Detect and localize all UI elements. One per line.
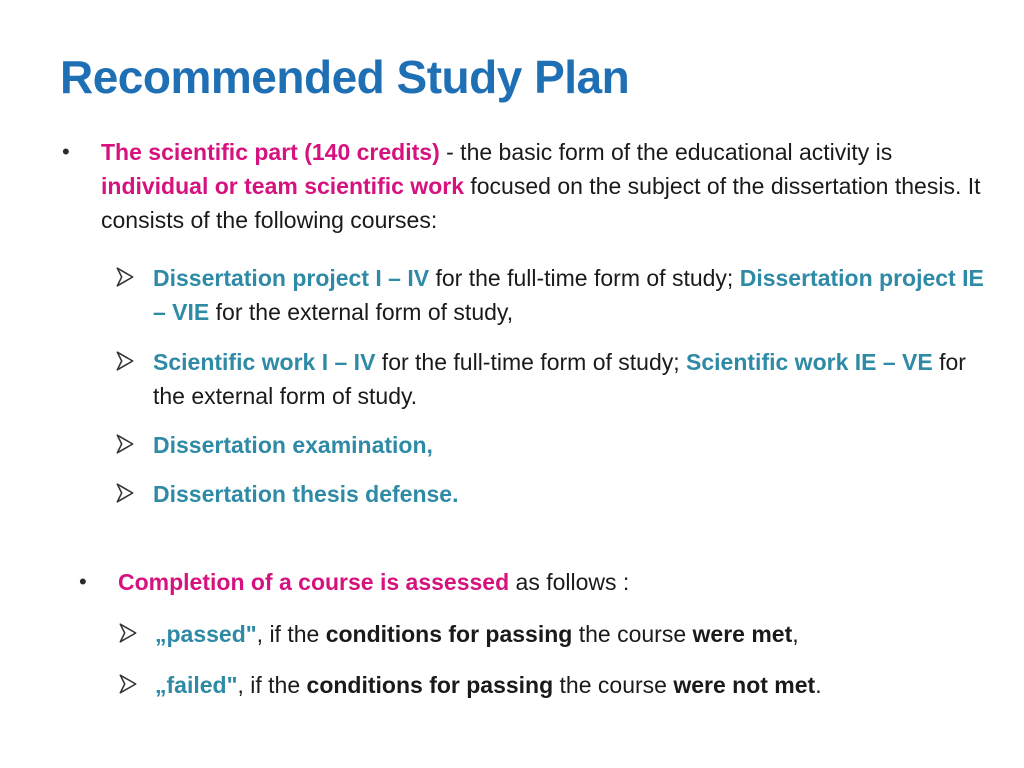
item-text: , if the: [256, 621, 326, 647]
highlight-passed: „passed": [155, 621, 257, 647]
arrow-bullet-icon: [114, 482, 136, 504]
bullet-dot-icon: •: [62, 139, 70, 164]
bold-text: were not met: [673, 672, 816, 698]
item-text: for the full-time form of study;: [429, 265, 740, 291]
bullet-text: as follows :: [509, 569, 630, 595]
highlight: Dissertation project I – IV: [153, 265, 430, 291]
list-item-failed: [155, 668, 995, 702]
highlight-failed: „failed": [155, 672, 238, 698]
bullet-text: - the basic form of the educational activity is: [439, 139, 893, 165]
bold-text: conditions for passing: [306, 672, 554, 698]
highlight-completion: Completion of a course is assessed: [118, 569, 510, 595]
bullet-scientific-part: [101, 135, 991, 237]
bullet-dot-icon: •: [79, 569, 87, 594]
highlight: Dissertation examination,: [153, 432, 433, 458]
item-text: .: [815, 672, 822, 698]
item-text: ,: [792, 621, 799, 647]
item-text: the course: [572, 621, 693, 647]
bullet-completion-assessment: [118, 565, 988, 599]
page-title: Recommended Study Plan: [60, 51, 630, 103]
arrow-bullet-icon: [114, 266, 136, 288]
item-text: the course: [553, 672, 674, 698]
highlight: Scientific work IE – VE: [686, 349, 933, 375]
highlight: Dissertation project IE – VIE: [153, 265, 984, 325]
list-item-thesis-defense: [153, 477, 993, 511]
highlight-scientific-work: individual or team scientific work: [101, 173, 464, 199]
bold-text: conditions for passing: [325, 621, 573, 647]
highlight-scientific-part: The scientific part (140 credits): [101, 139, 440, 165]
item-text: for the external form of study.: [153, 349, 966, 409]
list-item-dissertation-project: [153, 261, 993, 329]
list-item-dissertation-examination: [153, 428, 993, 462]
highlight: Scientific work I – IV: [153, 349, 376, 375]
arrow-bullet-icon: [117, 673, 139, 695]
list-item-scientific-work: [153, 345, 993, 413]
arrow-bullet-icon: [114, 433, 136, 455]
highlight: Dissertation thesis defense.: [153, 481, 459, 507]
item-text: for the full-time form of study;: [375, 349, 687, 375]
item-text: for the external form of study,: [209, 299, 514, 325]
arrow-bullet-icon: [114, 350, 136, 372]
arrow-bullet-icon: [117, 622, 139, 644]
list-item-passed: [155, 617, 995, 651]
bullet-text: focused on the subject of the dissertation thesis. It consists of the following courses:: [101, 173, 981, 233]
item-text: , if the: [237, 672, 307, 698]
bold-text: were met: [692, 621, 793, 647]
